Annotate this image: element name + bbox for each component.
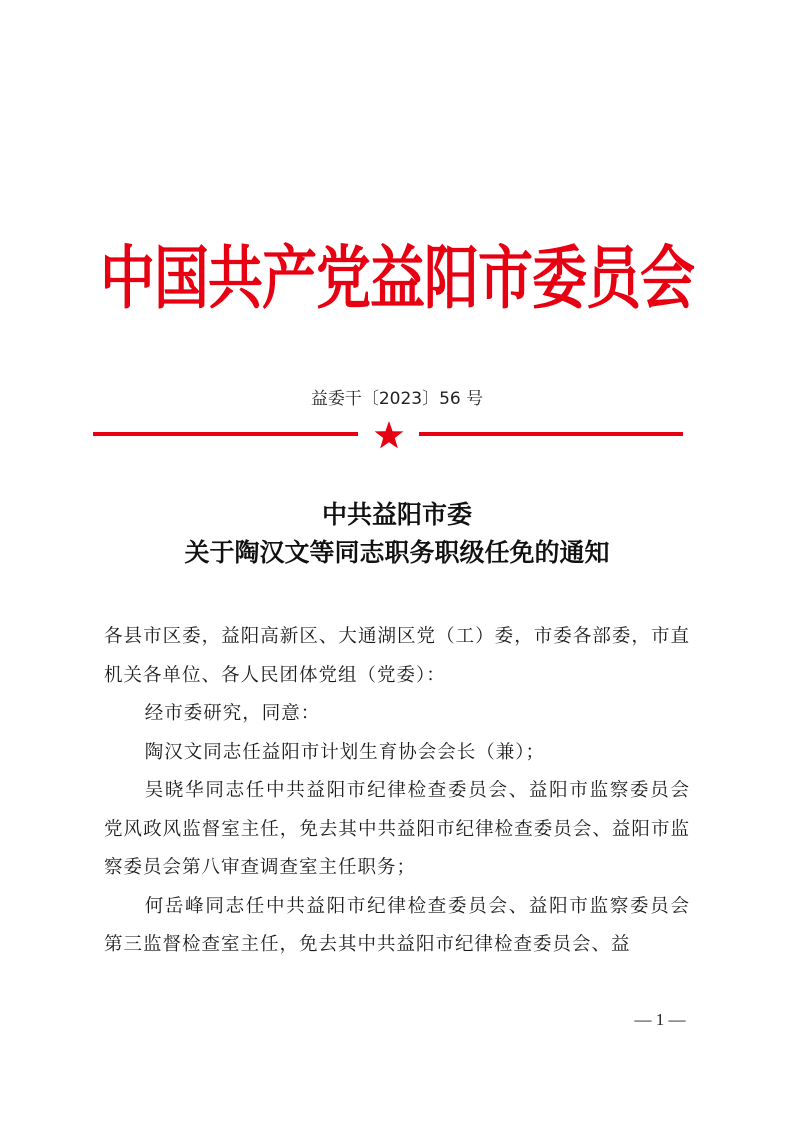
addressee-paragraph: 各县市区委，益阳高新区、大通湖区党（工）委，市委各部委，市直机关各单位、各人民团体党组（党委）：: [104, 626, 690, 686]
body-paragraph: 陶汉文同志任益阳市计划生育协会会长（兼）；: [144, 741, 545, 763]
document-number: 益委干〔2023〕56 号: [310, 389, 484, 409]
body-paragraph: 经市委研究，同意：: [144, 703, 321, 724]
document-title-line-1: 中共益阳市委: [321, 500, 472, 529]
red-divider-right: [419, 432, 683, 436]
body-paragraph: 吴晓华同志任中共益阳市纪律检查委员会、益阳市监察委员会党风政风监督室主任，免去其中共益阳市纪律检查委员会、益阳市监察委员会第八审查调查室主任职务；: [104, 780, 690, 878]
document-body: [104, 618, 690, 965]
star-icon: [373, 420, 405, 450]
body-paragraph: 何岳峰同志任中共益阳市纪律检查委员会、益阳市监察委员会第三监督检查室主任，免去其中共益阳市纪律检查委员会、益: [104, 895, 690, 955]
masthead-title: 中国共产党益阳市委员会: [99, 238, 694, 319]
red-divider-left: [93, 432, 358, 436]
page-number: — 1 —: [634, 1010, 686, 1029]
document-title-line-2: 关于陶汉文等同志职务职级任免的通知: [184, 538, 610, 567]
